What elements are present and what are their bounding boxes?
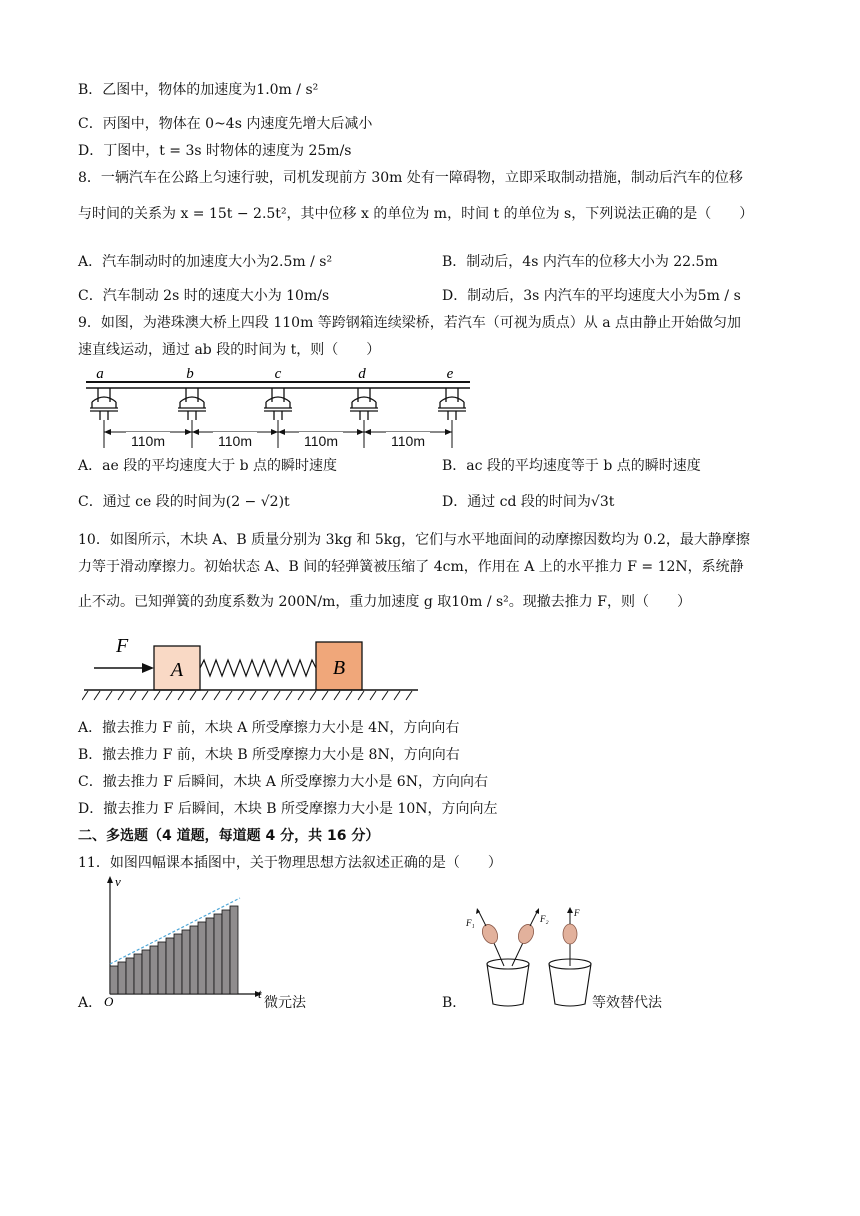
q8-option-d: D．制动后，3s 内汽车的平均速度大小为5m / s [442,288,741,304]
graph-v-axis-label: v [115,874,121,889]
span-label-bc: 110m [218,433,252,449]
q11-figure-a-caption: 微元法 [264,995,306,1011]
point-label-a: a [96,366,104,382]
spring-blocks-diagram [82,630,422,708]
section-heading-multiple-choice: 二、多选题（4 道题，每道题 4 分，共 16 分） [78,828,380,844]
q7-option-c: C．丙图中，物体在 0~4s 内速度先增大后减小 [78,116,373,132]
q10-option-c: C．撤去推力 F 后瞬间，木块 A 所受摩擦力大小是 6N，方向向右 [78,774,488,790]
point-label-b: b [186,366,194,382]
q10-option-d: D．撤去推力 F 后瞬间，木块 B 所受摩擦力大小是 10N，方向向左 [78,801,498,817]
ground-hatching [82,691,412,700]
force-f-label: F [574,908,580,918]
point-label-e: e [446,366,454,382]
bridge-piers [90,388,466,420]
q10-stem-line1: 10．如图所示，木块 A、B 质量分别为 3kg 和 5kg，它们与水平地面间的动摩擦因数均为 0.2，最大静摩擦 [78,532,750,548]
q10-option-b: B．撤去推力 F 前，木块 B 所受摩擦力大小是 8N，方向向右 [78,747,460,763]
force-equivalence-illustration [460,906,600,1010]
hand-left-2 [515,922,536,946]
q11-stem: 11．如图四幅课本插图中，关于物理思想方法叙述正确的是（ ） [78,855,502,871]
q10-option-a: A．撤去推力 F 前，木块 A 所受摩擦力大小是 4N，方向向右 [78,720,460,736]
q9-stem-line2: 速直线运动，通过 ab 段的时间为 t，则（ ） [78,342,381,358]
span-label-cd: 110m [304,433,338,449]
q9-stem-line1: 9．如图，为港珠澳大桥上四段 110m 等跨钢箱连续梁桥，若汽车（可视为质点）从 a 点由静止开始做匀加 [78,315,742,331]
q10-stem-line2: 力等于滑动摩擦力。初始状态 A、B 间的轻弹簧被压缩了 4cm，作用在 A 上的水平推力 F = 12N，系统静 [78,559,744,575]
force-f1-label: F₁ [466,918,475,928]
hand-right [563,924,577,944]
bridge-diagram [82,362,474,454]
point-label-d: d [358,366,366,382]
block-b-label: B [332,657,346,679]
point-label-c: c [274,366,282,382]
force-label: F [116,635,129,657]
microelement-bars [110,906,238,994]
q9-option-d: D．通过 cd 段的时间为√3t [442,494,615,510]
q11-option-a-label: A． [78,995,103,1011]
block-a-label: A [170,659,184,681]
microelement-graph [100,872,270,1008]
q7-option-d: D．丁图中，t = 3s 时物体的速度为 25m/s [78,143,352,159]
q10-stem-line3: 止不动。已知弹簧的劲度系数为 200N/m，重力加速度 g 取10m / s²。现撤去推力 F，则（ ） [78,594,691,610]
force-f2-label: F₂ [540,914,549,924]
q8-option-b: B．制动后，4s 内汽车的位移大小为 22.5m [442,254,718,270]
graph-t-axis-label: t [258,986,262,1001]
q8-stem-line1: 8．一辆汽车在公路上匀速行驶，司机发现前方 30m 处有一障碍物，立即采取制动措施，制动后汽车的位移 [78,170,743,186]
span-label-ab: 110m [131,433,165,449]
q9-option-b: B．ac 段的平均速度等于 b 点的瞬时速度 [442,458,701,474]
spring [200,660,316,676]
q11-option-b-label: B． [442,995,467,1011]
q9-option-c: C．通过 ce 段的时间为(2 − √2)t [78,494,290,510]
bucket-right [549,964,591,1006]
span-label-de: 110m [391,433,425,449]
q9-option-a: A．ae 段的平均速度大于 b 点的瞬时速度 [78,458,338,474]
q8-option-a: A．汽车制动时的加速度大小为2.5m / s² [78,254,333,270]
hand-left-1 [479,922,500,946]
q11-figure-b-caption: 等效替代法 [592,995,662,1011]
graph-origin-label: O [104,994,114,1008]
q8-stem-line2: 与时间的关系为 x = 15t − 2.5t²，其中位移 x 的单位为 m，时间 t 的单位为 s，下列说法正确的是（ ） [78,206,754,222]
q8-option-c: C．汽车制动 2s 时的速度大小为 10m/s [78,288,330,304]
bucket-left [487,964,529,1006]
q7-option-b: B．乙图中，物体的加速度为1.0m / s² [78,82,319,98]
